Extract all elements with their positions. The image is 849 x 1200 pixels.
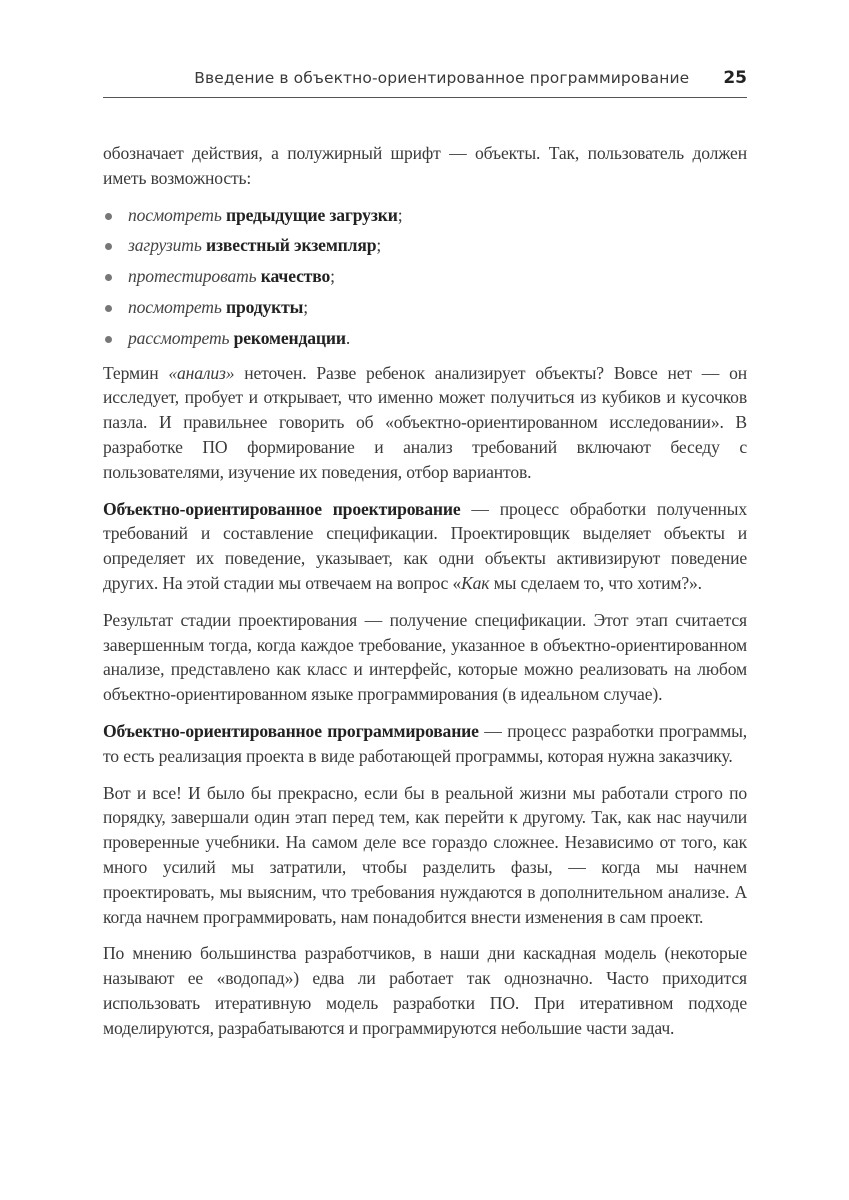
result-paragraph: Результат стадии проектирования — получение спецификации. Этот этап считается завершенным тогда, когда каждое требование, указанное в объектно-ориентированном анализе, представлено как класс и интерфейс, которые можно реализовать на любом объектно-ориентированном языке программирования (в идеальном случае). [103, 609, 747, 705]
header-rule [103, 97, 747, 98]
intro-paragraph: обозначает действия, а полужирный шрифт — объекты. Так, пользователь должен иметь возможность: [103, 143, 747, 188]
requirements-list [103, 203, 747, 351]
page-body [103, 141, 747, 1053]
page-number: 25 [723, 68, 747, 88]
list-item: загрузить известный экземпляр; [103, 233, 747, 258]
programming-paragraph: Объектно-ориентированное программирование — процесс разработки программы, то есть реализация проекта в виде работающей программы, которая нужна заказчику. [103, 720, 747, 766]
object-term: предыдущие загрузки [225, 204, 398, 225]
action-verb: рассмотреть [128, 327, 230, 348]
running-header [103, 68, 747, 96]
bullet-icon [105, 336, 112, 343]
action-verb: посмотреть [128, 204, 222, 225]
design-term: Объектно-ориентированное проектирование [103, 498, 461, 519]
list-item: посмотреть предыдущие загрузки; [103, 203, 747, 228]
design-paragraph: Объектно-ориентированное проектирование — процесс обработки полученных требований и составление спецификации. Проектировщик выделяет объекты и определяет их поведение, указывает, как одни объекты активизируют поведение других. На этой стадии мы отвечаем на вопрос «Как мы сделаем то, что хотим?». [103, 498, 748, 593]
object-term: рекомендации [233, 327, 346, 348]
reality-paragraph: Вот и все! И было бы прекрасно, если бы в реальной жизни мы работали строго по порядку, завершали один этап перед тем, как перейти к другому. Так, как нас научили проверенные учебники. На самом деле все гораздо сложнее. Независимо от того, как много усилий мы затратили, чтобы разделить фазы, — когда мы начнем проектировать, мы выясним, что требования нуждаются в дополнительном анализе. А когда начнем программировать, нам понадобится внести изменения в сам проект. [103, 782, 747, 927]
waterfall-paragraph: По мнению большинства разработчиков, в наши дни каскадная модель (некоторые называют ее «водопад») едва ли работает так однозначно. Часто приходится использовать итеративную модель разработки ПО. При итеративном подходе моделируются, разрабатываются и программируются небольшие части задач. [103, 943, 747, 1038]
action-verb: посмотреть [128, 296, 222, 317]
action-verb: загрузить [128, 235, 202, 256]
analysis-paragraph: Термин «анализ» неточен. Разве ребенок анализирует объекты? Вовсе нет — он исследует, пробует и открывает, что именно может получиться из кубиков и кусочков пазла. И правильнее говорить об «объектно-ориентированном исследовании». В разработке ПО формирование и анализ требований включают беседу с пользователями, изучение их поведения, отбор вариантов. [103, 362, 748, 482]
how-emphasis: Как [461, 572, 490, 593]
object-term: качество [260, 266, 331, 287]
programming-term: Объектно-ориентированное программирование [103, 720, 479, 741]
analysis-term: «анализ» [168, 362, 235, 383]
object-term: известный экземпляр [205, 235, 377, 256]
list-item: рассмотреть рекомендации. [103, 326, 747, 351]
running-title: Введение в объектно-ориентированное программирование [194, 69, 690, 87]
bullet-icon [105, 213, 112, 220]
list-item: протестировать качество; [103, 264, 747, 289]
bullet-icon [105, 305, 112, 312]
list-item: посмотреть продукты; [103, 295, 747, 320]
action-verb: протестировать [128, 266, 257, 287]
object-term: продукты [225, 296, 304, 317]
bullet-icon [105, 274, 112, 281]
bullet-icon [105, 243, 112, 250]
